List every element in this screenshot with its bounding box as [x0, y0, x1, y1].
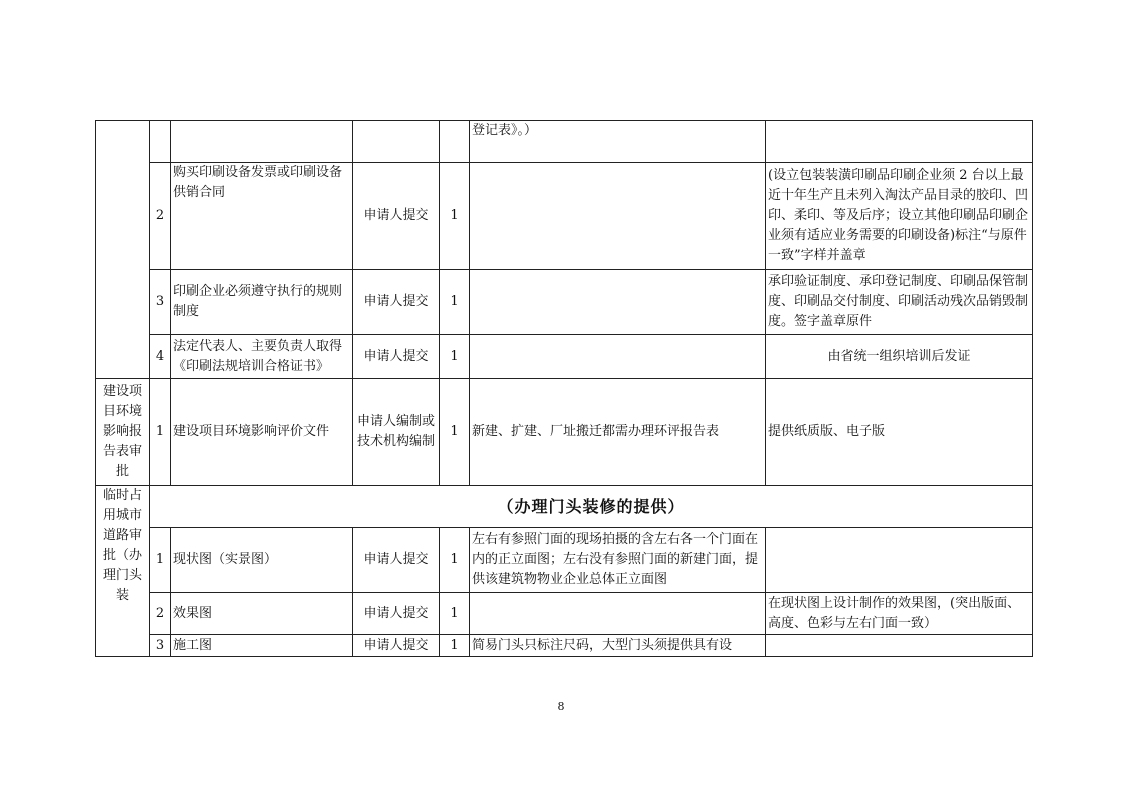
description-cell [470, 593, 766, 635]
number-cell: 1 [150, 379, 171, 486]
description-cell [470, 270, 766, 335]
remark-cell: 在现状图上设计制作的效果图，(突出版面、高度、色彩与左右门面一致） [766, 593, 1033, 635]
requirements-table [95, 120, 1033, 657]
description-cell [470, 335, 766, 379]
number-cell: 1 [150, 528, 171, 593]
count-cell: 1 [440, 528, 470, 593]
source-cell: 申请人提交 [353, 335, 440, 379]
category-cell: 建设项目环境影响报告表审批 [96, 379, 150, 486]
remark-cell [766, 121, 1033, 163]
remark-cell: 由省统一组织培训后发证 [766, 335, 1033, 379]
source-cell: 申请人提交 [353, 528, 440, 593]
table-row [96, 635, 1033, 657]
source-cell: 申请人提交 [353, 270, 440, 335]
source-cell [353, 121, 440, 163]
description-cell: 简易门头只标注尺码，大型门头须提供具有设 [470, 635, 766, 657]
count-cell: 1 [440, 270, 470, 335]
count-cell [440, 121, 470, 163]
table-row [96, 593, 1033, 635]
remark-cell: 承印验证制度、承印登记制度、印刷品保管制度、印刷品交付制度、印刷活动残次品销毁制度。签字盖章原件 [766, 270, 1033, 335]
material-name-cell: 效果图 [171, 593, 353, 635]
category-cell [96, 121, 150, 379]
source-cell: 申请人提交 [353, 593, 440, 635]
number-cell: 2 [150, 163, 171, 270]
count-cell: 1 [440, 379, 470, 486]
material-name-cell: 施工图 [171, 635, 353, 657]
number-cell: 3 [150, 635, 171, 657]
table-row [96, 163, 1033, 270]
number-cell: 2 [150, 593, 171, 635]
table-row [96, 528, 1033, 593]
count-cell: 1 [440, 635, 470, 657]
table-row [96, 486, 1033, 528]
source-cell: 申请人提交 [353, 635, 440, 657]
material-name-cell: 印刷企业必须遵守执行的规则制度 [171, 270, 353, 335]
table-row [96, 121, 1033, 163]
source-cell: 申请人编制或技术机构编制 [353, 379, 440, 486]
count-cell: 1 [440, 163, 470, 270]
source-cell: 申请人提交 [353, 163, 440, 270]
description-cell: 左右有参照门面的现场拍摄的含左右各一个门面在内的正立面图；左右没有参照门面的新建门面，提供该建筑物物业企业总体正立面图 [470, 528, 766, 593]
material-name-cell: 法定代表人、主要负责人取得《印刷法规培训合格证书》 [171, 335, 353, 379]
count-cell: 1 [440, 335, 470, 379]
material-name-cell: 建设项目环境影响评价文件 [171, 379, 353, 486]
table-row [96, 379, 1033, 486]
number-cell: 4 [150, 335, 171, 379]
table-row [96, 335, 1033, 379]
number-cell: 3 [150, 270, 171, 335]
table-row [96, 270, 1033, 335]
category-cell: 临时占用城市道路审批（办理门头装 [96, 486, 150, 657]
remark-cell: 提供纸质版、电子版 [766, 379, 1033, 486]
material-name-cell [171, 121, 353, 163]
remark-cell: (设立包装装潢印刷品印刷企业须 2 台以上最近十年生产且未列入淘汰产品目录的胶印、凹印、柔印、等及后序；设立其他印刷品印刷企业须有适应业务需要的印刷设备)标注“与原件一致”字样并盖章 [766, 163, 1033, 270]
number-cell [150, 121, 171, 163]
material-name-cell: 现状图（实景图） [171, 528, 353, 593]
count-cell: 1 [440, 593, 470, 635]
remark-cell [766, 635, 1033, 657]
remark-cell [766, 528, 1033, 593]
description-cell: 新建、扩建、厂址搬迁都需办理环评报告表 [470, 379, 766, 486]
material-name-cell: 购买印刷设备发票或印刷设备供销合同 [171, 163, 353, 270]
description-cell: 登记表》。） [470, 121, 766, 163]
section-title: （办理门头装修的提供） [150, 486, 1033, 528]
page-number: 8 [557, 700, 565, 713]
description-cell [470, 163, 766, 270]
